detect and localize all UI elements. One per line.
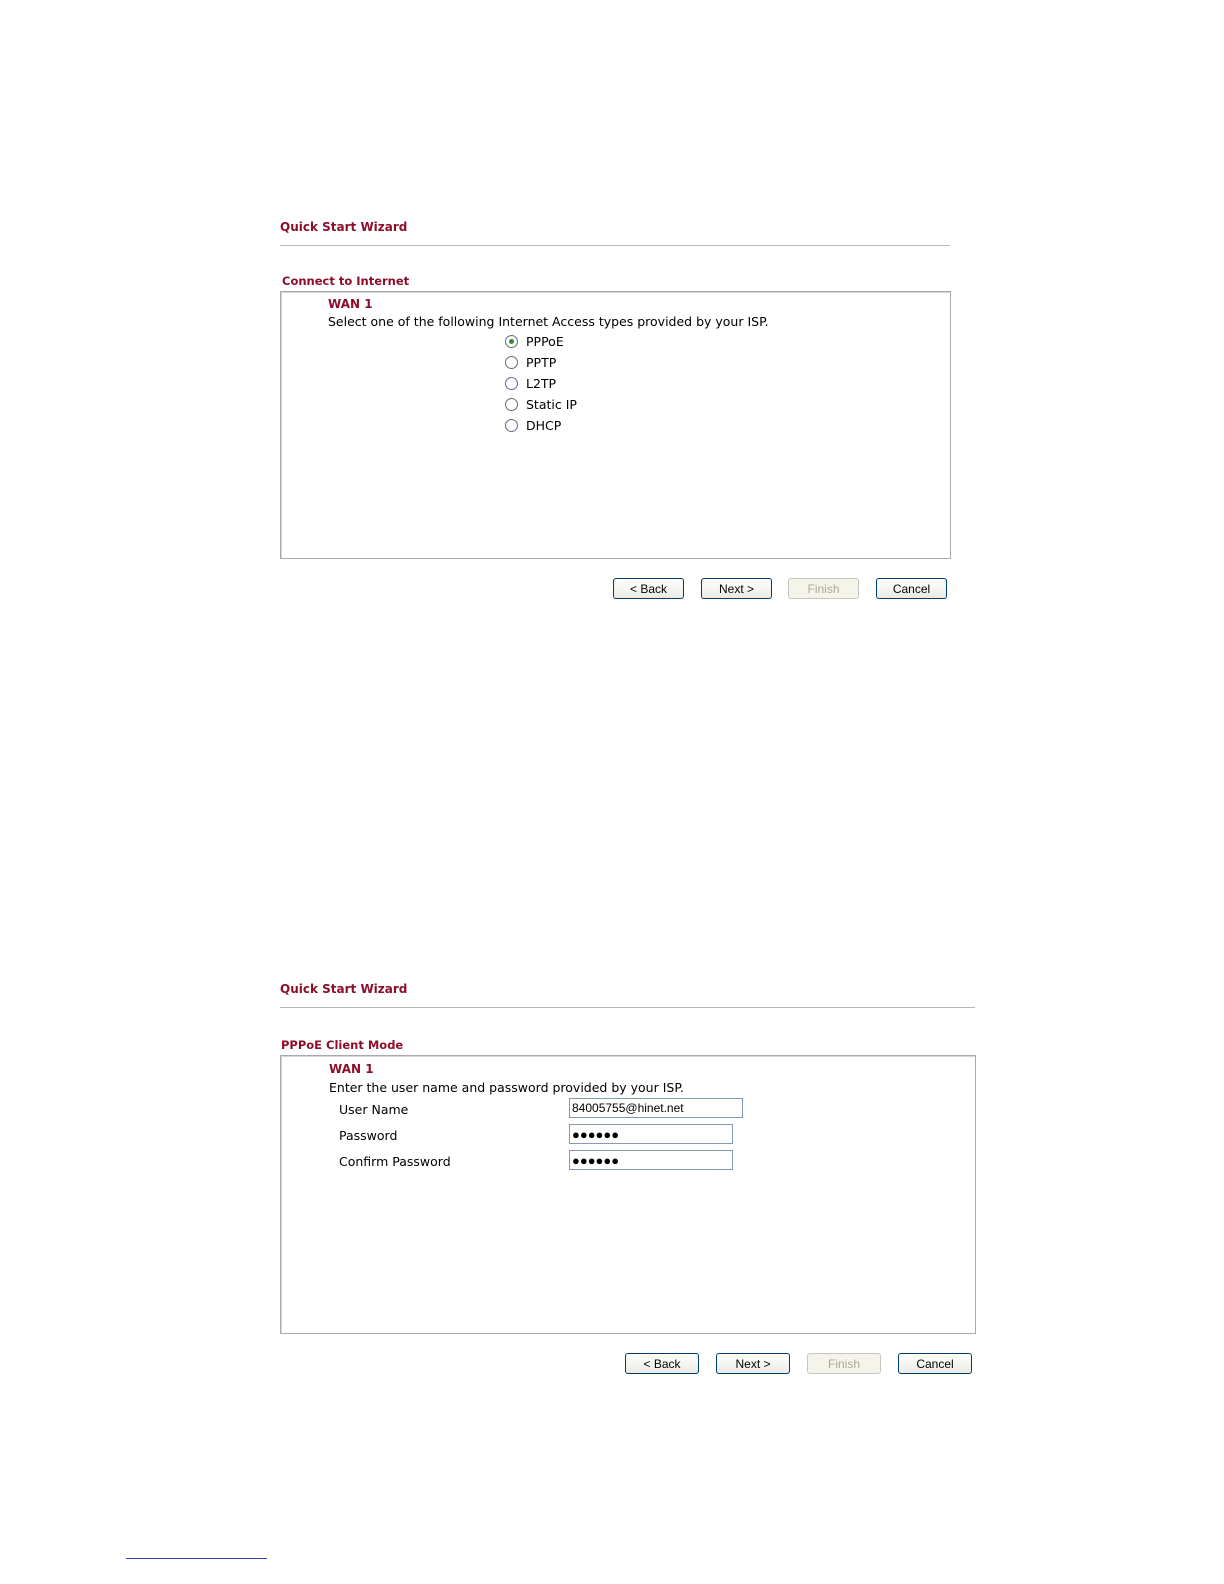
radio-label: DHCP bbox=[526, 418, 562, 433]
radio-label: Static IP bbox=[526, 397, 577, 412]
radio-icon[interactable] bbox=[505, 419, 518, 432]
user-name-input[interactable]: 84005755@hinet.net bbox=[569, 1098, 743, 1118]
pppoe-panel bbox=[280, 1055, 976, 1334]
next-button[interactable]: Next > bbox=[716, 1353, 790, 1374]
user-name-label: User Name bbox=[339, 1102, 409, 1117]
cancel-button[interactable]: Cancel bbox=[898, 1353, 972, 1374]
radio-option-dhcp[interactable] bbox=[505, 418, 561, 433]
radio-icon[interactable] bbox=[505, 398, 518, 411]
cancel-button[interactable]: Cancel bbox=[876, 578, 947, 599]
confirm-password-label: Confirm Password bbox=[339, 1154, 451, 1169]
instruction-text: Select one of the following Internet Access types provided by your ISP. bbox=[328, 314, 769, 329]
radio-option-pppoe[interactable] bbox=[505, 334, 564, 349]
instruction-text: Enter the user name and password provided by your ISP. bbox=[329, 1080, 684, 1095]
back-button[interactable]: < Back bbox=[613, 578, 684, 599]
title-divider bbox=[280, 1007, 975, 1008]
title-divider bbox=[280, 245, 950, 246]
back-button[interactable]: < Back bbox=[625, 1353, 699, 1374]
connect-panel bbox=[280, 291, 951, 559]
password-label: Password bbox=[339, 1128, 398, 1143]
password-input[interactable]: ●●●●●● bbox=[569, 1124, 733, 1144]
radio-label: PPPoE bbox=[526, 334, 564, 349]
finish-button: Finish bbox=[788, 578, 859, 599]
wan-label: WAN 1 bbox=[329, 1062, 374, 1076]
radio-option-l2tp[interactable] bbox=[505, 376, 556, 391]
wizard-title: Quick Start Wizard bbox=[280, 982, 408, 996]
next-button[interactable]: Next > bbox=[701, 578, 772, 599]
radio-label: L2TP bbox=[526, 376, 557, 391]
wizard-title: Quick Start Wizard bbox=[280, 220, 408, 234]
section-title: PPPoE Client Mode bbox=[281, 1038, 404, 1052]
wan-label: WAN 1 bbox=[328, 297, 373, 311]
radio-option-static-ip[interactable] bbox=[505, 397, 577, 412]
finish-button: Finish bbox=[807, 1353, 881, 1374]
radio-option-pptp[interactable] bbox=[505, 355, 556, 370]
radio-checked-icon[interactable] bbox=[505, 335, 518, 348]
radio-label: PPTP bbox=[526, 355, 557, 370]
footnote-separator bbox=[126, 1558, 267, 1559]
section-title: Connect to Internet bbox=[282, 274, 410, 288]
radio-icon[interactable] bbox=[505, 356, 518, 369]
radio-icon[interactable] bbox=[505, 377, 518, 390]
confirm-password-input[interactable]: ●●●●●● bbox=[569, 1150, 733, 1170]
